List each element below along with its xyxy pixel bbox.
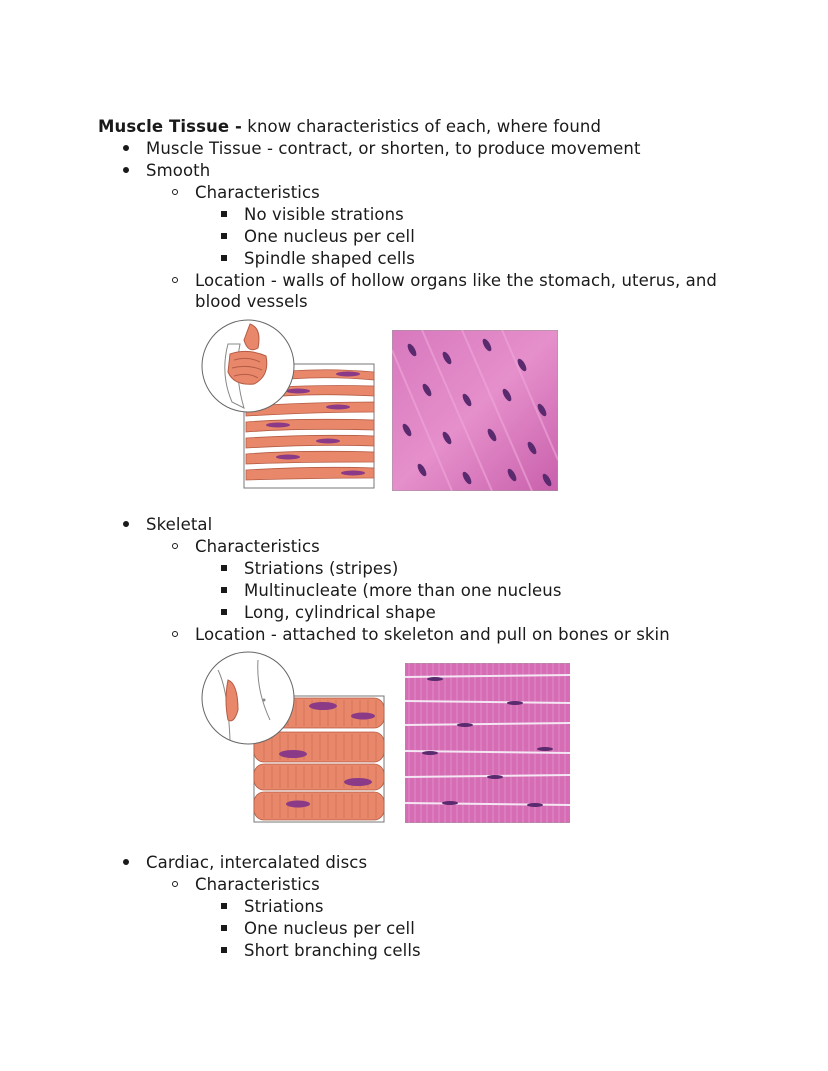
page-heading — [98, 116, 601, 138]
smooth-char-2: One nucleus per cell — [244, 227, 415, 246]
cardiac-char-3: Short branching cells — [244, 941, 421, 960]
bullet-circle — [172, 277, 178, 283]
smooth-title: Smooth — [146, 161, 211, 180]
cardiac-title: Cardiac, intercalated discs — [146, 853, 368, 872]
bullet-circle — [172, 543, 178, 549]
smooth-char-1: No visible strations — [244, 205, 404, 224]
skeletal-char-3: Long, cylindrical shape — [244, 603, 436, 622]
bullet-square — [221, 233, 227, 239]
bullet-square — [221, 211, 227, 217]
heading-rest: know characteristics of each, where found — [241, 117, 602, 136]
bullet-square — [221, 565, 227, 571]
bullet-square — [221, 925, 227, 931]
smooth-muscle-illustration — [198, 314, 378, 492]
bullet-square — [221, 609, 227, 615]
smooth-char-3: Spindle shaped cells — [244, 249, 415, 268]
cardiac-char-1: Striations — [244, 897, 324, 916]
heading-bold: Muscle Tissue - — [98, 117, 242, 136]
bullet-dot — [123, 145, 129, 151]
bullet-square — [221, 947, 227, 953]
bullet-dot — [123, 859, 129, 865]
smooth-location-line1: Location - walls of hollow organs like the stomach, uterus, and — [195, 271, 717, 290]
skeletal-muscle-illustration — [198, 650, 388, 826]
smooth-characteristics-label: Characteristics — [195, 183, 320, 202]
skeletal-title: Skeletal — [146, 515, 213, 534]
bullet-circle — [172, 189, 178, 195]
cardiac-characteristics-label: Characteristics — [195, 875, 320, 894]
skeletal-muscle-micrograph — [405, 663, 570, 823]
bullet-circle — [172, 881, 178, 887]
intro-item: Muscle Tissue - contract, or shorten, to produce movement — [146, 139, 641, 158]
cardiac-char-2: One nucleus per cell — [244, 919, 415, 938]
skeletal-char-2: Multinucleate (more than one nucleus — [244, 581, 562, 600]
smooth-location-line2: blood vessels — [195, 292, 308, 311]
bullet-square — [221, 587, 227, 593]
bullet-dot — [123, 167, 129, 173]
skeletal-char-1: Striations (stripes) — [244, 559, 399, 578]
skeletal-location: Location - attached to skeleton and pull on bones or skin — [195, 625, 670, 644]
bullet-circle — [172, 631, 178, 637]
skeletal-characteristics-label: Characteristics — [195, 537, 320, 556]
smooth-muscle-micrograph — [392, 330, 558, 491]
bullet-square — [221, 255, 227, 261]
bullet-dot — [123, 521, 129, 527]
bullet-square — [221, 903, 227, 909]
